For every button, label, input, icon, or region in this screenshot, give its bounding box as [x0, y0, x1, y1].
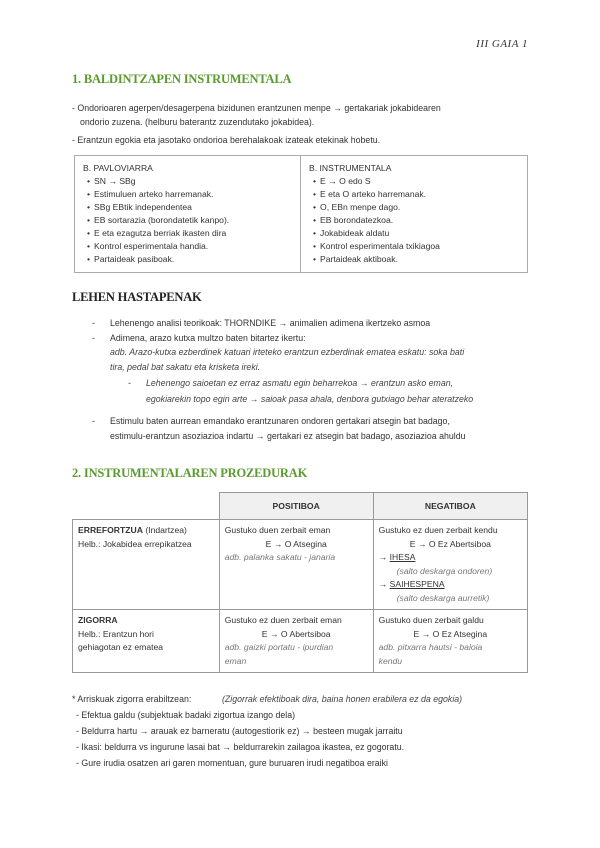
pavlov-column [75, 156, 301, 272]
cell-errefortzua-positive [219, 520, 373, 610]
cell-formula: E → O Atsegina [265, 538, 327, 549]
pavlov-item: • SN → SBg [97, 175, 292, 188]
cell-example: kendu [378, 655, 403, 666]
pavlov-item: • SBg EBtik independentea [97, 201, 292, 214]
dash: - [92, 333, 95, 343]
cell-example: adb. gaizki portatu - ipurdian [224, 642, 334, 652]
row-subtitle: gehiagotan ez ematea [78, 642, 164, 652]
dash: - [92, 416, 95, 426]
section-title-2: 2. INSTRUMENTALAREN PROZEDURAK [72, 466, 308, 480]
bullet-2: Adimena, arazo kutxa multzo baten bitartez ikertu: [110, 333, 306, 343]
note-item: - Beldurra hartu → arauak ez barneratu (autogestiorik ez) → besteen mugak jarraitu [76, 726, 403, 736]
cell-example: adb. pitxarra hautsi - baloia [378, 642, 483, 652]
procedures-table [72, 492, 528, 673]
arrow: → [378, 579, 390, 589]
cell-errefortzua-negative [373, 520, 527, 610]
instrumental-item: • E → O edo S [323, 175, 519, 188]
row-errefortzua-label [73, 520, 220, 610]
dash: - [92, 318, 95, 328]
row-name-extra: (Indartzea) [142, 525, 187, 535]
bullet-3a: Estimulu baten aurrean emandako erantzunaren ondoren gertakari atsegin bat badago, [110, 416, 450, 426]
pavlov-item: • E eta ezagutza berriak ikasten dira [97, 227, 292, 240]
cell-zigorra-negative [373, 610, 527, 673]
paragraph-1a: - Ondorioaren agerpen/desagerpena bizidunen erantzunen menpe → gertakariak jokabidearen [72, 103, 441, 113]
paragraph-1b: ondorio zuzena. (helburu baterantz zuzendutako jokabidea). [80, 117, 315, 127]
instrumental-item: • EB borondatezkoa. [323, 214, 519, 227]
row-subtitle: Helb.: Jokabidea errepikatzea [78, 538, 192, 549]
instrumental-item: • E eta O arteko harremanak. [323, 188, 519, 201]
cell-line: Gustuko ez duen zerbait kendu [378, 525, 498, 535]
row-name: ZIGORRA [78, 615, 118, 625]
bullet-1: Lehenengo analisi teorikoak: THORNDIKE → animalien adimena ikertzeko asmoa [110, 318, 431, 328]
cell-example: eman [224, 655, 247, 666]
instrumental-item: • Partaideak aktiboak. [323, 253, 519, 266]
pavlov-item: • EB sortarazia (borondatetik kanpo). [97, 214, 292, 227]
saihespena-term: SAIHESPENA [389, 579, 445, 589]
pavlov-title: B. PAVLOVIARRA [83, 163, 153, 173]
cell-line: Gustuko duen zerbait galdu [378, 615, 484, 625]
instrumental-item: • O, EBn menpe dago. [323, 201, 519, 214]
saihespena-line [379, 578, 522, 592]
instrumental-item: • Kontrol esperimentala txikiagoa [323, 240, 519, 253]
instrumental-title: B. INSTRUMENTALA [309, 163, 392, 173]
note-heading-italic: (Zigorrak efektiboak dira, baina honen erabilera ez da egokia) [222, 694, 463, 704]
cell-formula: E → O Abertsiboa [261, 628, 331, 639]
note-item: - Efektua galdu (subjektuak badaki zigortua izango dela) [76, 710, 296, 720]
section-title-1: 1. BALDINTZAPEN INSTRUMENTALA [72, 72, 292, 86]
page-header: III GAIA 1 [476, 38, 528, 50]
section-title-lehen: LEHEN HASTAPENAK [72, 290, 202, 304]
bullet-2-example-1: adb. Arazo-kutxa ezberdinek katuari irteteko erantzun ezberdinak ematea eskatu: soka bati [110, 347, 465, 357]
bullet-3b: estimulu-erantzun asoziazioa indartu → gertakari ez atsegin bat badago, asoziazioa ahuldu [110, 431, 466, 441]
cell-example: adb. palanka sakatu - janaria [224, 552, 336, 562]
instrumental-column [301, 156, 527, 272]
table-corner [73, 493, 220, 520]
pavlov-item: • Kontrol esperimentala handia. [97, 240, 292, 253]
bullet-2-example-2: tira, pedal bat sakatu eta krisketa ireki. [110, 362, 261, 372]
sub-bullet-2: egokiarekin topo egin arte → saioak pasa ahala, denbora gutxiago behar ateratzeko [146, 394, 474, 404]
col-header-positive: POSITIBOA [219, 493, 373, 520]
row-zigorra-label [73, 610, 220, 673]
note-heading: * Arriskuak zigorra erabiltzean: [72, 694, 192, 704]
cell-zigorra-positive [219, 610, 373, 673]
cell-formula: E → O Ez Atsegina [413, 628, 488, 639]
col-header-negative: NEGATIBOA [373, 493, 527, 520]
note-item: - Gure irudia osatzen ari garen momentuan, gure buruaren irudi negatiboa eraiki [76, 758, 388, 768]
cell-line: Gustuko ez duen zerbait eman [224, 615, 342, 625]
ihesa-example: (salto deskarga ondoren) [396, 565, 493, 576]
dash: - [128, 378, 131, 388]
comparison-box [74, 155, 528, 273]
arrow: → [378, 552, 390, 562]
ihesa-line [379, 551, 522, 565]
instrumental-item: • Jokabideak aldatu [323, 227, 519, 240]
row-subtitle: Helb.: Erantzun hori [78, 628, 154, 639]
pavlov-item: • Partaideak pasiboak. [97, 253, 292, 266]
row-name: ERREFORTZUA [78, 525, 143, 535]
cell-line: Gustuko duen zerbait eman [224, 525, 331, 535]
note-item: - Ikasi: beldurra vs ingurune lasai bat → beldurrarekin zailagoa ikastea, ez gogoratu. [76, 742, 405, 752]
pavlov-item: • Estimuluen arteko harremanak. [97, 188, 292, 201]
paragraph-2: - Erantzun egokia eta jasotako ondorioa berehalakoak izateak etekinak hobetu. [72, 135, 381, 145]
cell-formula: E → O Ez Abertsiboa [409, 538, 491, 549]
sub-bullet-1: Lehenengo saioetan ez erraz asmatu egin beharrekoa → erantzun asko eman, [146, 378, 454, 388]
saihespena-example: (salto deskarga aurretik) [396, 592, 490, 603]
ihesa-term: IHESA [389, 552, 416, 562]
